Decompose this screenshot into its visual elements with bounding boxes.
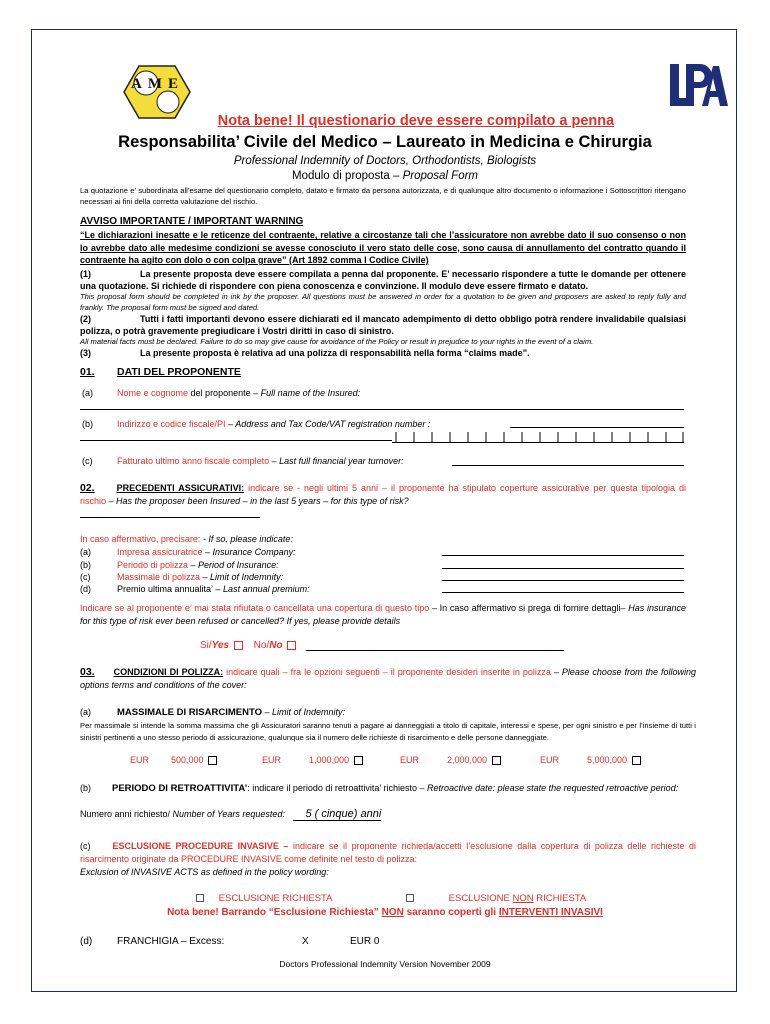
s03-d-number: (d) <box>80 936 93 947</box>
limit-2m-checkbox[interactable] <box>492 756 501 765</box>
p2-text: Tutti i fatti importanti devono essere dichiarati ed il mancato adempimento di detto obbligo potrà rendere invalidabile qualsiasi polizza, o potrà gravemente pregiudicare i Vostri diritti in caso di sinistro. <box>80 314 686 336</box>
s02-item-c-english: – Limit of Indemnity: <box>200 572 284 582</box>
p2-number: (2) <box>80 314 91 324</box>
s02-item-c-number: (c) <box>80 572 91 582</box>
refused-red: Indicare se al proponente e’ mai stata rifiutata o cancellata una copertura di questo tipo <box>80 603 430 613</box>
section-03-text <box>80 666 696 692</box>
turnover-label: Fatturato ultimo anno fiscale completo <box>117 456 270 466</box>
limit-option-1m[interactable]: EUR 1,000,000 <box>262 755 363 765</box>
section-03-number: 03. <box>80 666 95 678</box>
s01-a-label <box>117 387 360 399</box>
refused-details-field[interactable] <box>306 650 564 651</box>
p1-english: This proposal form should be completed in ink by the proposer. All questions must be answered in order for a quotation to be given and proposers are asked to reply fully and frankly. The proposal form must be signed and dated. <box>80 292 686 312</box>
p1-number: (1) <box>80 269 91 279</box>
warning-heading: AVVISO IMPORTANTE / IMPORTANT WARNING <box>80 216 304 227</box>
period-label: Periodo di polizza <box>117 560 189 570</box>
s02-item-a <box>80 546 296 558</box>
insurance-company-label: Impresa assicuratrice <box>117 547 203 557</box>
previous-insurance-field[interactable] <box>80 517 260 518</box>
refused-italian: – In caso affermativo si prega di fornire dettagli– <box>429 603 626 613</box>
invasive-text: indicare se il proponente richieda/accetti l’esclusione dalla copertura di polizza delle richieste di risarcimento originate da PROCEDURE INVASIVE come definite nel testo di polizza: <box>80 841 696 864</box>
invasive-english: Exclusion of INVASIVE ACTS as defined in the policy wording: <box>80 867 329 877</box>
p3-number: (3) <box>80 348 91 358</box>
s03-a-number: (a) <box>80 707 91 717</box>
s02-item-c <box>80 571 283 583</box>
full-name-label: Nome e cognome <box>117 388 189 398</box>
s02-item-b-english: – Period of Insurance: <box>188 560 279 570</box>
section-02-number: 02. <box>80 482 95 494</box>
limit-option-500k[interactable]: EUR 500,000 <box>130 755 217 765</box>
ame-logo <box>122 64 192 120</box>
s02-item-d-english: – Last annual premium: <box>213 584 310 594</box>
warning-quote: “Le dichiarazioni inesatte e le reticenze del contraente, relative a circostanze tali che l’assicuratore non avrebbe dato il suo consenso o non lo avrebbe dato alle medesime condizioni se avesse conosciuto il vero stato delle cose, sono causa di annullamento del contratto quando il contraente ha agito con dolo o con colpa grave” (Art 1892 comma I Codice Civile) <box>80 230 686 265</box>
premium-label: Premio ultima annualita’ <box>117 584 214 594</box>
address-field[interactable] <box>510 427 684 428</box>
full-name-field[interactable] <box>80 409 684 410</box>
section-02-english: – Has the proposer been Insured – in the last 5 years – for this type of risk? <box>106 496 409 506</box>
s02-item-d-number: (d) <box>80 584 91 594</box>
period-field[interactable] <box>442 568 684 569</box>
years-label: Numero anni richiesto/ <box>80 809 171 819</box>
turnover-field[interactable] <box>452 465 684 466</box>
s01-b-label <box>117 418 430 430</box>
s01-a-text: del proponente – <box>188 388 259 398</box>
years-value: 5 ( cinque) anni <box>305 808 382 820</box>
tax-code-boxes[interactable] <box>392 430 684 441</box>
excess-label: FRANCHIGIA – Excess: <box>117 936 225 947</box>
refused-english: Has insurance for this type of risk ever been refused or cancelled? If yes, please provide details <box>80 603 687 626</box>
section-03-title: CONDIZIONI DI POLIZZA: <box>113 667 224 677</box>
s02-item-a-english: – Insurance Company: <box>202 547 296 557</box>
retroactive-english: Retroactive date: please state the requested retroactive period: <box>424 783 679 793</box>
s01-b-number: (b) <box>82 419 93 429</box>
section-03-english: – Please choose from the following options terms and conditions of the cover: <box>80 667 696 690</box>
limit-label: Massimale di polizza <box>117 572 201 582</box>
no-label-it: No/ <box>253 640 270 651</box>
limit-option-5m[interactable]: EUR 5,000,000 <box>540 755 641 765</box>
section-02-text <box>80 482 686 508</box>
years-value-field[interactable] <box>293 808 381 821</box>
invasive-options <box>196 893 333 904</box>
p1-text: La presente proposta deve essere compilata a penna dal proponente. E’ necessario rispondere a tutte le domande per ottenere una quotazione. Si richiede di rispondere con piena conoscenza e convinzione. Il modulo deve essere firmato e datato. <box>80 269 686 291</box>
exclusion-requested-checkbox[interactable] <box>196 894 204 902</box>
footer-version: Doctors Professional Indemnity Version November 2009 <box>279 959 491 969</box>
exclusion-requested-label: ESCLUSIONE RICHIESTA <box>218 893 333 904</box>
premium-field[interactable] <box>442 592 684 593</box>
limit-field[interactable] <box>442 580 684 581</box>
invasive-options-2 <box>406 893 586 904</box>
form-label-it: Modulo di proposta – <box>291 170 400 182</box>
insurance-company-field[interactable] <box>442 555 684 556</box>
retroactive-title: PERIODO DI RETROATTIVITA’ <box>112 783 248 794</box>
s01-c-number: (c) <box>82 456 93 466</box>
limit-of-indemnity-english: – Limit of Indemnity: <box>261 707 346 717</box>
s02-item-d <box>80 583 310 595</box>
page-title: Responsabilita’ Civile del Medico – Laureato in Medicina e Chirurgia <box>118 133 652 151</box>
section-02-red: indicare se - negli ultimi 5 anni – il proponente ha stipulato coperture assicurative per questa tipologia di rischio <box>80 483 686 506</box>
section-03-red: indicare quali – fra le opzioni seguenti – il proponente desideri inserite in polizza <box>223 667 551 677</box>
refused-text <box>80 602 686 628</box>
retroactive-text: : indicare il periodo di retroattivita’ richiesto – <box>247 783 425 793</box>
s03-c-number: (c) <box>80 841 91 851</box>
if-so-red: In caso affermativo, precisare: <box>80 534 201 544</box>
limit-description: Per massimale si intende la somma massima che gli Assicuratori saranno tenuti a pagare ai danneggiati a titolo di capitale, interessi e spese, per ogni sinistro e per l’insieme di tutti i sinistri pertinenti a uno stesso periodo di assicurazione, qualunque sia il numero delle richieste di risarcimento e delle persone danneggiate. <box>80 721 696 742</box>
yes-checkbox[interactable] <box>234 641 243 650</box>
s01-a-number: (a) <box>82 388 93 398</box>
s03-c-text <box>80 840 696 865</box>
if-so-english: - If so, please indicate: <box>200 534 293 544</box>
section-02-title: PRECEDENTI ASSICURATIVI: <box>116 483 245 493</box>
limit-option-2m[interactable]: EUR 2,000,000 <box>400 755 501 765</box>
limit-500k-checkbox[interactable] <box>208 756 217 765</box>
section-01-number: 01. <box>80 366 95 378</box>
s01-a-english: Full name of the Insured: <box>258 388 361 398</box>
lpa-logo <box>668 60 728 112</box>
invasive-nota-bene: Nota bene! Barrando “Esclusione Richiesta” NON saranno coperti gli INTERVENTI INVASIVI <box>167 907 603 918</box>
s03-a-label <box>117 706 345 719</box>
address-field-line2[interactable] <box>80 440 392 441</box>
subtitle: Professional Indemnity of Doctors, Orthodontists, Biologists <box>233 155 537 167</box>
limit-of-indemnity-title: MASSIMALE DI RISARCIMENTO <box>117 707 262 718</box>
years-english: Number of Years requested: <box>170 809 285 819</box>
p2-english: All material facts must be declared. Failure to do so may give cause for avoidance of the Policy or result in prejudice to your rights in the event of a claim. <box>80 337 594 346</box>
s01-c-text: – Last full financial year turnover: <box>269 456 404 466</box>
s01-c-label <box>117 455 404 467</box>
no-checkbox[interactable] <box>287 641 296 650</box>
s03-b-number: (b) <box>80 783 91 793</box>
logo-text: AME <box>131 76 184 92</box>
exclusion-not-requested-checkbox[interactable] <box>406 894 414 902</box>
s02-item-b-number: (b) <box>80 560 91 570</box>
exclusion-not-requested-label: ESCLUSIONE NON RICHIESTA <box>448 893 587 904</box>
yes-no-row <box>200 640 296 651</box>
s02-item-a-number: (a) <box>80 547 91 557</box>
no-label-en: No <box>269 640 283 651</box>
s03-b-text <box>80 782 696 795</box>
years-row <box>80 808 381 820</box>
s01-b-text: – Address and Tax Code/VAT registration number : <box>225 419 431 429</box>
limit-1m-checkbox[interactable] <box>354 756 363 765</box>
yes-label-it: Si/ <box>200 640 212 651</box>
if-so-label <box>80 533 293 545</box>
yes-label-en: Yes <box>211 640 230 651</box>
limit-5m-checkbox[interactable] <box>632 756 641 765</box>
pen-notice: Nota bene! Il questionario deve essere compilato a penna <box>217 113 615 129</box>
p3-text: La presente proposta è relativa ad una polizza di responsabilità nella forma “claims made”. <box>140 348 530 358</box>
excess-value: EUR 0 <box>350 936 380 947</box>
excess-x-mark[interactable]: X <box>302 936 309 947</box>
invasive-title: ESCLUSIONE PROCEDURE INVASIVE – <box>112 841 289 851</box>
section-01-title: DATI DEL PROPONENTE <box>117 366 241 378</box>
address-label: Indirizzo e codice fiscale/PI <box>117 419 226 429</box>
form-label <box>0 170 770 182</box>
intro-text: La quotazione e’ subordinata all’esame del questionario completo, datato e firmato da persona autorizzata, e di qualunque altro documento o informazione i Sottoscrittori ritengano necessari ai fini della corretta valutazione del rischio. <box>80 186 686 206</box>
s02-item-b <box>80 559 279 571</box>
form-label-en: Proposal Form <box>402 170 479 182</box>
